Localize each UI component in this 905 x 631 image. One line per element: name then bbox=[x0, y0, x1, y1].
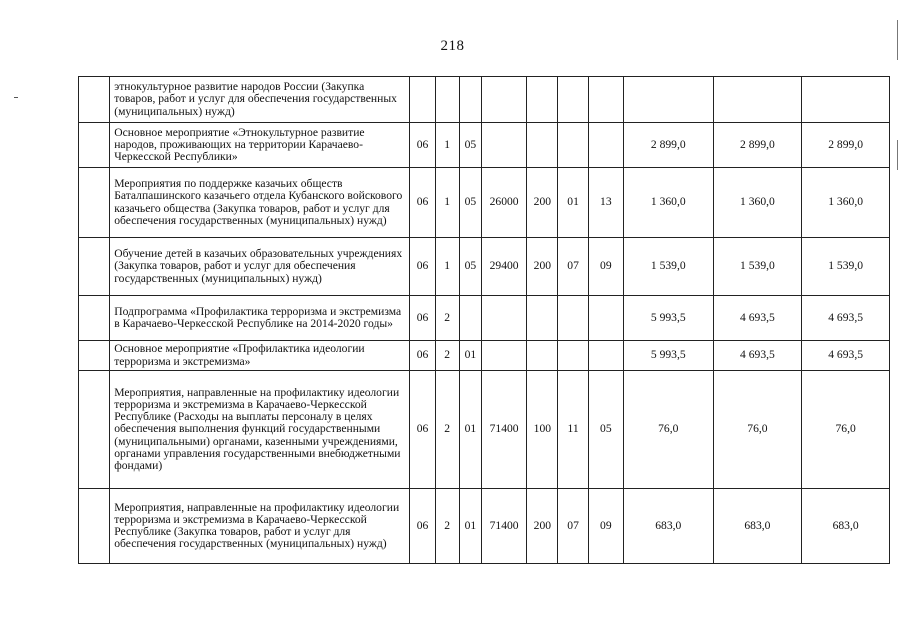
table-row bbox=[79, 341, 890, 371]
section-code-cell bbox=[558, 77, 588, 123]
amount-year-2-cell: 4 693,5 bbox=[713, 341, 802, 371]
expense-type-cell bbox=[527, 123, 558, 168]
subprogram-code-cell: 01 bbox=[459, 489, 481, 564]
subsection-code-cell bbox=[588, 77, 623, 123]
table-row bbox=[79, 77, 890, 123]
amount-year-2-cell: 4 693,5 bbox=[713, 296, 802, 341]
expense-type-cell: 200 bbox=[527, 489, 558, 564]
expense-type-cell bbox=[527, 77, 558, 123]
amount-year-2-cell: 1 539,0 bbox=[713, 238, 802, 296]
row-margin-cell bbox=[79, 341, 110, 371]
scan-edge-mark bbox=[897, 140, 898, 170]
subprogram-code-cell: 01 bbox=[459, 371, 481, 489]
subprogram-code-cell: 05 bbox=[459, 168, 481, 238]
target-article-cell bbox=[481, 77, 526, 123]
expense-type-cell bbox=[527, 341, 558, 371]
ministry-code-cell: 06 bbox=[410, 371, 435, 489]
ministry-code-cell: 06 bbox=[410, 296, 435, 341]
program-code-cell: 2 bbox=[435, 296, 459, 341]
subsection-code-cell bbox=[588, 296, 623, 341]
expense-name-cell: этнокультурное развитие народов России (Закупка товаров, работ и услуг для обеспечения государственных (муниципальных) нужд) bbox=[110, 77, 410, 123]
subprogram-code-cell bbox=[459, 296, 481, 341]
section-code-cell bbox=[558, 296, 588, 341]
section-code-cell bbox=[558, 123, 588, 168]
program-code-cell: 2 bbox=[435, 341, 459, 371]
subsection-code-cell: 13 bbox=[588, 168, 623, 238]
expense-type-cell bbox=[527, 296, 558, 341]
ministry-code-cell: 06 bbox=[410, 168, 435, 238]
row-margin-cell bbox=[79, 489, 110, 564]
section-code-cell: 07 bbox=[558, 238, 588, 296]
row-margin-cell bbox=[79, 371, 110, 489]
target-article-cell bbox=[481, 296, 526, 341]
scan-mark bbox=[14, 97, 18, 98]
expense-type-cell: 200 bbox=[527, 168, 558, 238]
amount-year-2-cell: 683,0 bbox=[713, 489, 802, 564]
expense-name-cell: Подпрограмма «Профилактика терроризма и экстремизма в Карачаево-Черкесской Республике на 2014-2020 годы» bbox=[110, 296, 410, 341]
table-row bbox=[79, 489, 890, 564]
row-margin-cell bbox=[79, 168, 110, 238]
row-margin-cell bbox=[79, 123, 110, 168]
amount-year-3-cell bbox=[802, 77, 890, 123]
expense-name-cell: Обучение детей в казачьих образовательных учреждениях (Закупка товаров, работ и услуг для обеспечения государственных (муниципальных) нужд) bbox=[110, 238, 410, 296]
amount-year-1-cell: 5 993,5 bbox=[623, 296, 713, 341]
expense-name-cell: Мероприятия, направленные на профилактику идеологии терроризма и экстремизма в Карачаево-Черкесской Республике (Расходы на выплаты персоналу в целях обеспечения выполнения функций государственными (муниципальными) органами, казенными учреждениями, органами управления государственными внебюджетными фондами) bbox=[110, 371, 410, 489]
amount-year-1-cell: 5 993,5 bbox=[623, 341, 713, 371]
program-code-cell: 2 bbox=[435, 489, 459, 564]
scan-edge-mark bbox=[897, 20, 898, 60]
ministry-code-cell: 06 bbox=[410, 489, 435, 564]
ministry-code-cell: 06 bbox=[410, 238, 435, 296]
row-margin-cell bbox=[79, 296, 110, 341]
ministry-code-cell bbox=[410, 77, 435, 123]
subsection-code-cell bbox=[588, 123, 623, 168]
amount-year-3-cell: 1 539,0 bbox=[802, 238, 890, 296]
expense-name-cell: Основное мероприятие «Этнокультурное развитие народов, проживающих на территории Карачаево-Черкесской Республики» bbox=[110, 123, 410, 168]
section-code-cell bbox=[558, 341, 588, 371]
amount-year-3-cell: 1 360,0 bbox=[802, 168, 890, 238]
target-article-cell bbox=[481, 123, 526, 168]
target-article-cell bbox=[481, 341, 526, 371]
table-row bbox=[79, 371, 890, 489]
amount-year-1-cell: 1 539,0 bbox=[623, 238, 713, 296]
page-number: 218 bbox=[440, 38, 465, 54]
subprogram-code-cell: 01 bbox=[459, 341, 481, 371]
program-code-cell: 1 bbox=[435, 238, 459, 296]
expense-name-cell: Мероприятия по поддержке казачьих обществ Баталпашинского казачьего отдела Кубанского войскового казачьего общества (Закупка товаров, работ и услуг для обеспечения государственных (муниципальных) нужд) bbox=[110, 168, 410, 238]
amount-year-2-cell: 2 899,0 bbox=[713, 123, 802, 168]
section-code-cell: 01 bbox=[558, 168, 588, 238]
amount-year-2-cell bbox=[713, 77, 802, 123]
subprogram-code-cell: 05 bbox=[459, 123, 481, 168]
expense-type-cell: 200 bbox=[527, 238, 558, 296]
amount-year-2-cell: 76,0 bbox=[713, 371, 802, 489]
expense-name-cell: Мероприятия, направленные на профилактику идеологии терроризма и экстремизма в Карачаево-Черкесской Республике (Закупка товаров, работ и услуг для обеспечения государственных (муниципальных) нужд) bbox=[110, 489, 410, 564]
table-row bbox=[79, 238, 890, 296]
amount-year-3-cell: 76,0 bbox=[802, 371, 890, 489]
program-code-cell bbox=[435, 77, 459, 123]
table-body bbox=[79, 77, 890, 564]
subprogram-code-cell: 05 bbox=[459, 238, 481, 296]
target-article-cell: 26000 bbox=[481, 168, 526, 238]
subsection-code-cell: 09 bbox=[588, 238, 623, 296]
program-code-cell: 1 bbox=[435, 168, 459, 238]
amount-year-2-cell: 1 360,0 bbox=[713, 168, 802, 238]
subsection-code-cell: 09 bbox=[588, 489, 623, 564]
ministry-code-cell: 06 bbox=[410, 123, 435, 168]
expense-name-cell: Основное мероприятие «Профилактика идеологии терроризма и экстремизма» bbox=[110, 341, 410, 371]
program-code-cell: 1 bbox=[435, 123, 459, 168]
budget-table bbox=[78, 76, 890, 564]
amount-year-1-cell: 1 360,0 bbox=[623, 168, 713, 238]
target-article-cell: 71400 bbox=[481, 371, 526, 489]
row-margin-cell bbox=[79, 77, 110, 123]
row-margin-cell bbox=[79, 238, 110, 296]
program-code-cell: 2 bbox=[435, 371, 459, 489]
table-row bbox=[79, 168, 890, 238]
table-row bbox=[79, 123, 890, 168]
amount-year-1-cell: 76,0 bbox=[623, 371, 713, 489]
subprogram-code-cell bbox=[459, 77, 481, 123]
target-article-cell: 71400 bbox=[481, 489, 526, 564]
amount-year-1-cell bbox=[623, 77, 713, 123]
amount-year-3-cell: 683,0 bbox=[802, 489, 890, 564]
amount-year-1-cell: 683,0 bbox=[623, 489, 713, 564]
amount-year-3-cell: 2 899,0 bbox=[802, 123, 890, 168]
subsection-code-cell: 05 bbox=[588, 371, 623, 489]
section-code-cell: 07 bbox=[558, 489, 588, 564]
table-row bbox=[79, 296, 890, 341]
amount-year-3-cell: 4 693,5 bbox=[802, 341, 890, 371]
subsection-code-cell bbox=[588, 341, 623, 371]
ministry-code-cell: 06 bbox=[410, 341, 435, 371]
section-code-cell: 11 bbox=[558, 371, 588, 489]
target-article-cell: 29400 bbox=[481, 238, 526, 296]
amount-year-3-cell: 4 693,5 bbox=[802, 296, 890, 341]
expense-type-cell: 100 bbox=[527, 371, 558, 489]
amount-year-1-cell: 2 899,0 bbox=[623, 123, 713, 168]
